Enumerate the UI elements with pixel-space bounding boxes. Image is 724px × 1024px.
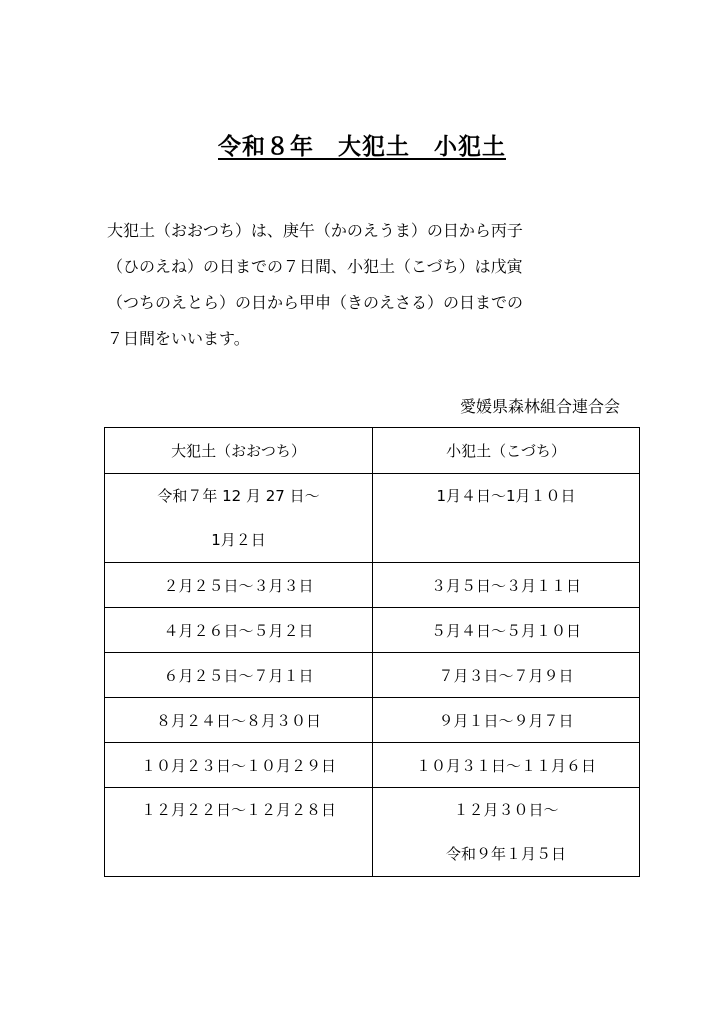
cell-line: １２月３０日～	[453, 801, 559, 819]
kotsuchi-cell: ７月３日～７月９日	[373, 653, 640, 698]
intro-line: （つちのえとら）の日から甲申（きのえさる）の日までの	[107, 293, 524, 312]
daitsuchi-cell: １０月２３日～１０月２９日	[105, 743, 373, 788]
kotsuchi-cell	[373, 788, 640, 877]
table-row	[105, 743, 640, 788]
page-title	[0, 128, 724, 161]
table-row	[105, 698, 640, 743]
kotsuchi-cell: ３月５日～３月１１日	[373, 563, 640, 608]
table-row	[105, 563, 640, 608]
cell-line: 令和９年１月５日	[445, 845, 566, 863]
table-row	[105, 653, 640, 698]
table-header-row	[105, 428, 640, 474]
intro-paragraph	[107, 213, 627, 357]
daitsuchi-cell: ２月２５日～３月３日	[105, 563, 373, 608]
cell-line: 令和７年 12 月 27 日～	[157, 487, 320, 505]
cell-line: 1月４日～1月１０日	[436, 487, 576, 505]
intro-line: （ひのえね）の日までの７日間、小犯土（こづち）は戊寅	[107, 257, 523, 276]
cell-line: １２月２２日～１２月２８日	[140, 801, 336, 819]
kotsuchi-cell: ９月１日～９月７日	[373, 698, 640, 743]
kotsuchi-cell: １０月３１日～１１月６日	[373, 743, 640, 788]
page-title-text: 令和８年 大犯土 小犯土	[218, 134, 506, 160]
intro-line: 大犯土（おおつち）は、庚午（かのえうま）の日から丙子	[107, 221, 523, 240]
schedule-table	[104, 427, 640, 877]
daitsuchi-cell: ６月２５日～７月１日	[105, 653, 373, 698]
header-kotsuchi: 小犯土（こづち）	[373, 428, 640, 474]
daitsuchi-cell: ８月２４日～８月３０日	[105, 698, 373, 743]
header-daitsuchi: 大犯土（おおつち）	[105, 428, 373, 474]
kotsuchi-cell: ５月４日～５月１０日	[373, 608, 640, 653]
daitsuchi-cell: ４月２６日～５月２日	[105, 608, 373, 653]
kotsuchi-cell	[373, 474, 640, 563]
daitsuchi-cell	[105, 474, 373, 563]
table-row	[105, 608, 640, 653]
cell-line: 1月２日	[211, 531, 266, 549]
table-row	[105, 788, 640, 877]
daitsuchi-cell	[105, 788, 373, 877]
intro-line: ７日間をいいます。	[107, 329, 250, 348]
organization-name: 愛媛県森林組合連合会	[459, 397, 620, 416]
table-row	[105, 474, 640, 563]
